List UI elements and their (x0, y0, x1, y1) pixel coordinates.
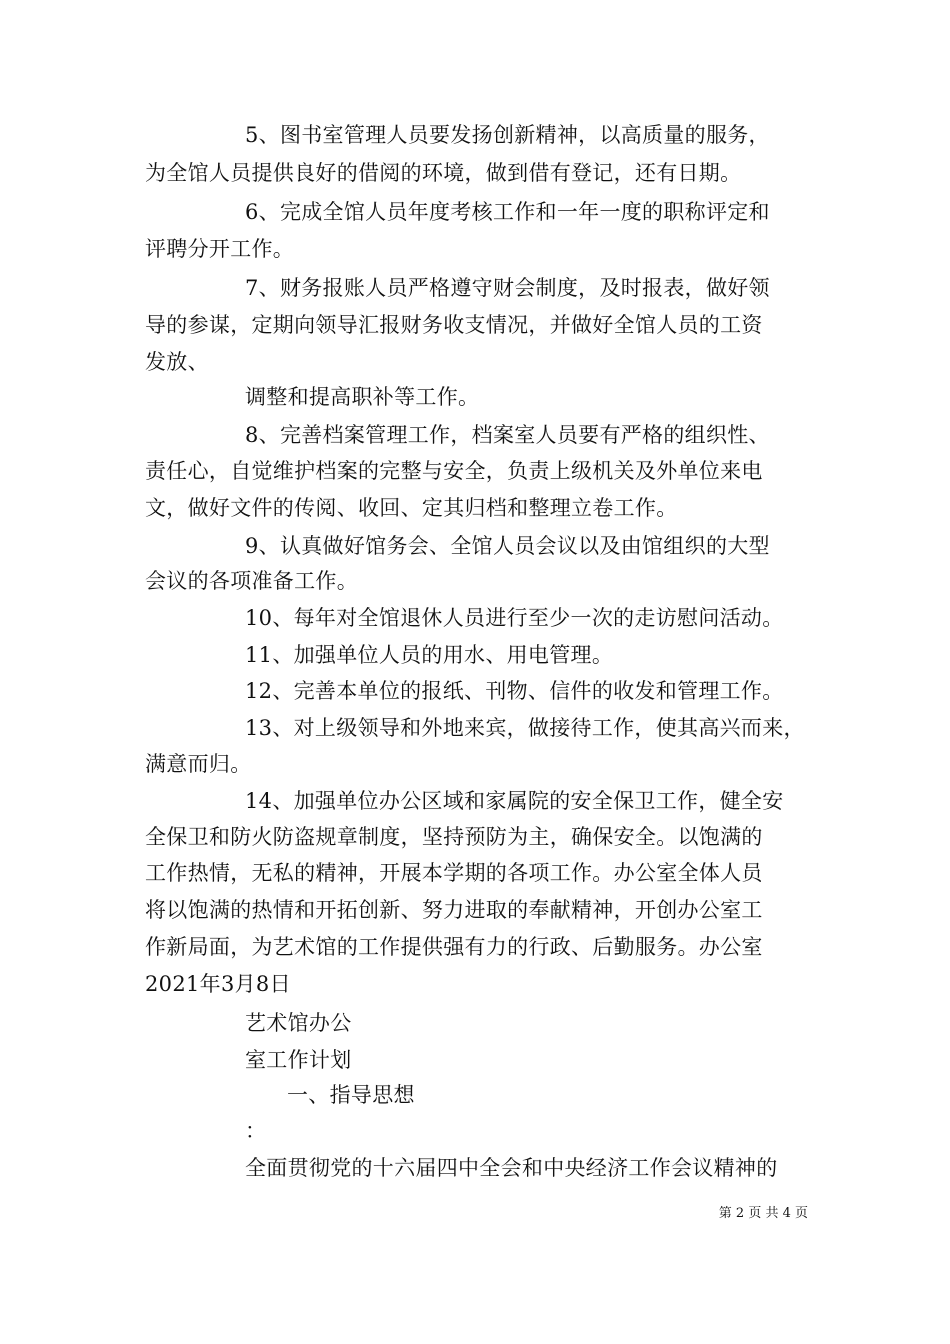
heading-guiding-thought: 一、指导思想 (287, 1083, 415, 1107)
section-title-line: 艺术馆办公 (245, 1011, 352, 1035)
text-line: 全保卫和防火防盗规章制度，坚持预防为主，确保安全。以饱满的 (145, 825, 763, 849)
page-number-footer: 第 2 页 共 4 页 (718, 1206, 808, 1221)
text-line: 6、完成全馆人员年度考核工作和一年一度的职称评定和 (245, 200, 770, 224)
text-line: 13、对上级领导和外地来宾，做接待工作，使其高兴而来， (245, 716, 805, 740)
text-line: 工作热情，无私的精神，开展本学期的各项工作。办公室全体人员 (145, 861, 763, 885)
text-line: 7、财务报账人员严格遵守财会制度，及时报表，做好领 (245, 276, 770, 300)
text-line: 9、认真做好馆务会、全馆人员会议以及由馆组织的大型 (245, 534, 770, 558)
text-line: 为全馆人员提供良好的借阅的环境，做到借有登记，还有日期。 (145, 161, 742, 185)
text-line: 全面贯彻党的十六届四中全会和中央经济工作会议精神的 (245, 1156, 778, 1180)
text-line: 文，做好文件的传阅、收回、定其归档和整理立卷工作。 (145, 496, 678, 520)
text-line: 10、每年对全馆退休人员进行至少一次的走访慰问活动。 (245, 606, 784, 630)
text-line: 将以饱满的热情和开拓创新、努力进取的奉献精神，开创办公室工 (145, 898, 763, 922)
text-line: 责任心，自觉维护档案的完整与安全，负责上级机关及外单位来电 (145, 459, 763, 483)
text-line: 8、完善档案管理工作，档案室人员要有严格的组织性、 (245, 423, 770, 447)
text-line: 评聘分开工作。 (145, 237, 295, 261)
text-line: 14、加强单位办公区域和家属院的安全保卫工作，健全安 (245, 789, 784, 813)
text-line: 11、加强单位人员的用水、用电管理。 (245, 643, 614, 667)
text-line: 满意而归。 (145, 752, 252, 776)
text-line: 发放、 (145, 350, 209, 374)
text-line: 导的参谋，定期向领导汇报财务收支情况，并做好全馆人员的工资 (145, 313, 763, 337)
text-line: 5、图书室管理人员要发扬创新精神，以高质量的服务， (245, 123, 770, 147)
text-line: 调整和提高职补等工作。 (245, 385, 480, 409)
date-line: 2021年3月8日 (145, 972, 291, 996)
text-line: 12、完善本单位的报纸、刊物、信件的收发和管理工作。 (245, 679, 784, 703)
text-line: ： (245, 1119, 267, 1143)
text-line: 会议的各项准备工作。 (145, 569, 358, 593)
text-line: 作新局面，为艺术馆的工作提供强有力的行政、后勤服务。办公室 (145, 935, 763, 959)
section-title-line: 室工作计划 (245, 1048, 352, 1072)
